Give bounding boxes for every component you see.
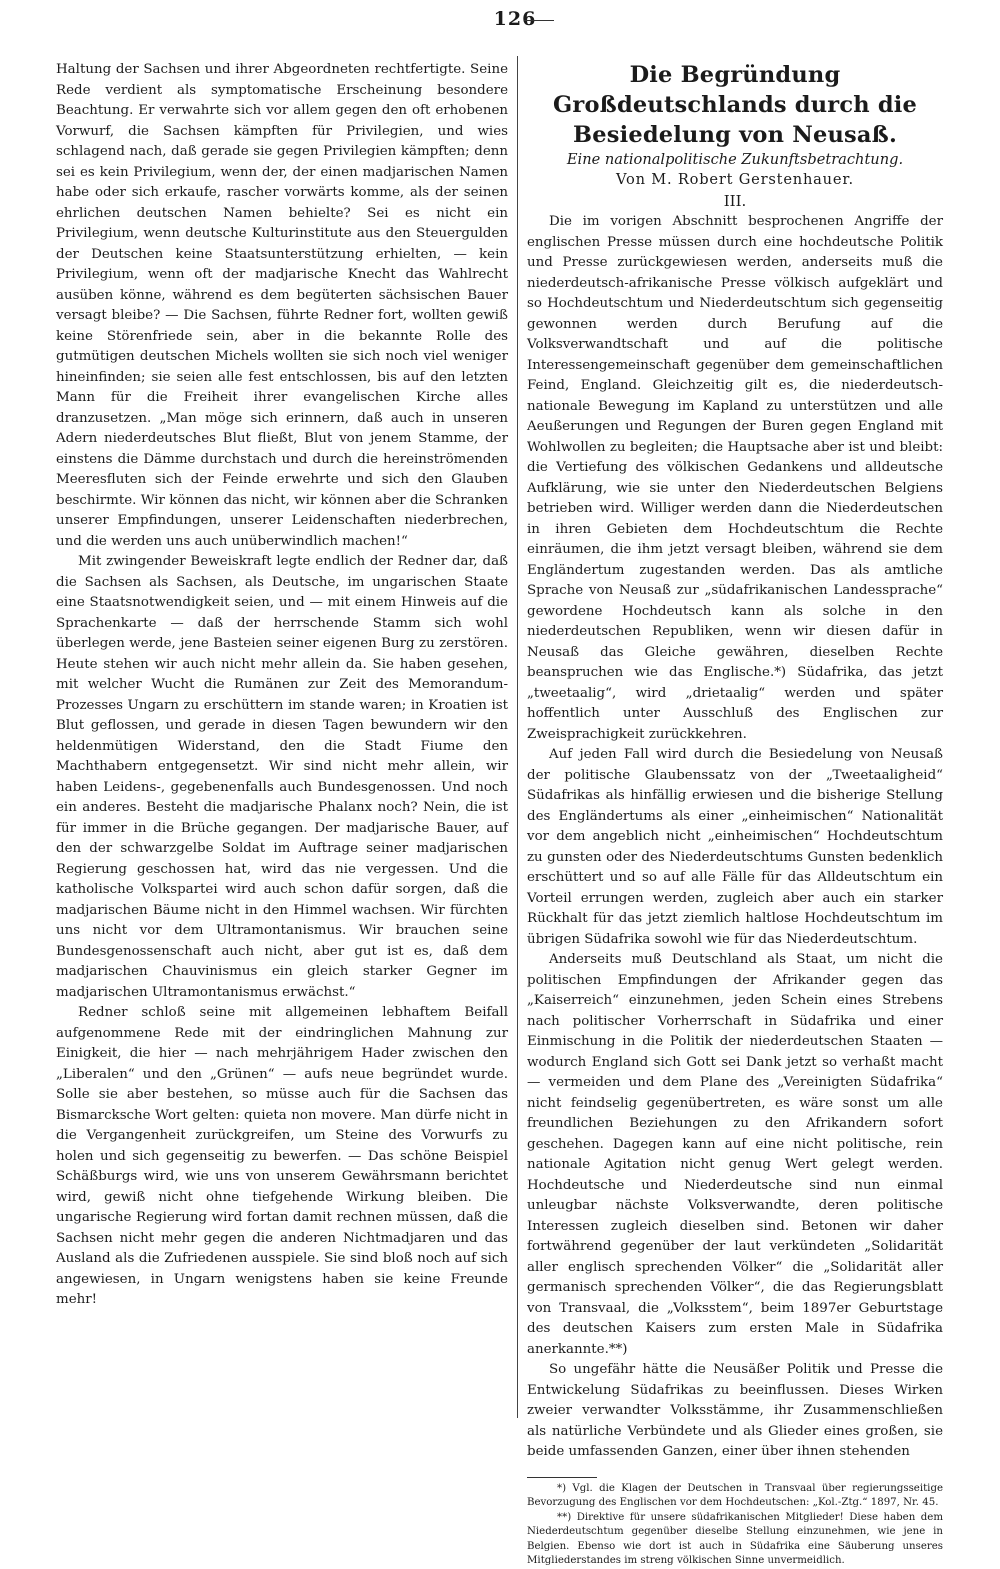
page-number: 126 (470, 8, 560, 30)
right-paragraph: Auf jeden Fall wird durch die Besiedelung von Neusaß der politische Glaubenssatz von der „Tweetaaligheid“ Südafrikas als hinfällig erwiesen und die bisherige Stellung des Engländertums als einer „einheimischen“ Nationalität vor dem angeblich nicht „einheimischen“ Hochdeutschtum zu gunsten oder des Niederdeutschtums Gunsten bedenklich erschüttert und so auf alle Fälle für das Alldeutschtum ein Vorteil errungen werden, zugleich aber auch ein starker Rückhalt für das jetzt ziemlich haltlose Hochdeutschtum im übrigen Südafrika sowohl wie für das Niederdeutschtum. (527, 745, 943, 950)
right-paragraph: So ungefähr hätte die Neusäßer Politik und Presse die Entwickelung Südafrikas zu beeinflussen. Dieses Wirken zweier verwandter Volksstämme, ihr Zusammenschließen als natürliche Verbündete und als Glieder eines großen, sie beide umfassenden Ganzen, einer über ihnen stehenden (527, 1360, 943, 1463)
footnote: *) Vgl. die Klagen der Deutschen in Transvaal über regierungsseitige Bevorzugung des Englischen vor dem Hochdeutschen: „Kol.-Ztg.“ 1897, Nr. 45. (527, 1482, 943, 1511)
article-byline: Von M. Robert Gerstenhauer. (527, 170, 943, 190)
section-numeral: III. (527, 190, 943, 212)
footnote: **) Direktive für unsere südafrikanischen Mitglieder! Diese haben dem Niederdeutschtum gegenüber dieselbe Stellung einzunehmen, wie jene in Belgien. Ebenso wie dort ist auch in Südafrika eine Säuberung unseres Mitgliederstandes im streng völkischen Sinne unvermeidlich. (527, 1511, 943, 1569)
right-column (527, 60, 943, 1430)
column-divider (517, 56, 518, 1418)
right-paragraph: Die im vorigen Abschnitt besprochenen Angriffe der englischen Presse müssen durch eine hochdeutsche Politik und Presse zurückgewiesen werden, anderseits muß die niederdeutsch-afrikanische Presse völkisch aufgeklärt und so Hochdeutschtum und Niederdeutschtum sich gegenseitig gewonnen werden durch Berufung auf die Volksverwandtschaft und auf die politische Interessengemeinschaft gegenüber dem gemeinschaftlichen Feind, England. Gleichzeitig gilt es, die niederdeutsch-nationale Bewegung im Kapland zu unterstützen und alle Aeußerungen und Regungen der Buren gegen England mit Wohlwollen zu begleiten; die Hauptsache aber ist und bleibt: die Vertiefung des völkischen Gedankens und alldeutsche Aufklärung, wie sie unter den Niederdeutschen Belgiens betrieben wird. Williger werden dann die Niederdeutschen in ihren Gebieten dem Hochdeutschtum die Rechte einräumen, die ihm jetzt versagt bleiben, während sie dem Engländertum zugestanden werden. Das als amtliche Sprache von Neusaß zur „südafrikanischen Landessprache“ gewordene Hochdeutsch kann als solche in den niederdeutschen Republiken, wenn wir diesen dafür in Neusaß das Gleiche gewähren, dieselben Rechte beanspruchen wie das Englische.*) Südafrika, das jetzt „tweetaalig“, wird „drietaalig“ werden und später hoffentlich unter Ausschluß des Englischen zur Zweisprachigkeit zurückkehren. (527, 212, 943, 745)
left-paragraph: Redner schloß seine mit allgemeinen lebhaftem Beifall aufgenommene Rede mit der eindringlichen Mahnung zur Einigkeit, die hier — nach mehrjährigem Hader zwischen den „Liberalen“ und den „Grünen“ — aufs neue begründet wurde. Solle sie aber bestehen, so müsse auch für die Sachsen das Bismarcksche Wort gelten: quieta non movere. Man dürfe nicht in die Vergangenheit zurückgreifen, um Steine des Vorwurfs zu holen und sich gegenseitig zu bewerfen. — Das schöne Beispiel Schäßburgs wird, wie uns von unserem Gewährsmann berichtet wird, gewiß nicht ohne tiefgehende Wirkung bleiben. Die ungarische Regierung wird fortan damit rechnen müssen, daß die Sachsen nicht mehr gegen die anderen Nichtmadjaren und das Ausland als die Zufriedenen ausspiele. Sie sind bloß noch auf sich angewiesen, in Ungarn wenigstens haben sie keine Freunde mehr! (56, 1003, 508, 1311)
footnote-rule (527, 1477, 597, 1478)
article-headline: Die Begründung Großdeutschlands durch die Besiedelung von Neusaß. (527, 60, 943, 150)
article-subtitle: Eine nationalpolitische Zukunftsbetrachtung. (527, 150, 943, 170)
left-paragraph: Mit zwingender Beweiskraft legte endlich der Redner dar, daß die Sachsen als Sachsen, als Deutsche, im ungarischen Staate eine Staatsnotwendigkeit seien, und — mit einem Hinweis auf die Sprachenkarte — daß der herrschende Stamm sich wohl überlegen werde, jene Basteien seiner eigenen Burg zu zerstören. Heute stehen wir auch nicht mehr allein da. Sie haben gesehen, mit welcher Wucht die Rumänen zur Zeit des Memorandum-Prozesses Ungarn zu erschüttern im stande waren; in Kroatien ist Blut geflossen, und gerade in diesen Tagen bewundern wir den heldenmütigen Widerstand, den die Stadt Fiume den Machthabern entgegensetzt. Wir sind nicht mehr allein, wir haben Leidens-, gegebenenfalls auch Bundesgenossen. Und noch ein anderes. Besteht die madjarische Phalanx noch? Nein, die ist für immer in die Brüche gegangen. Der madjarische Bauer, auf den der schwarzgelbe Soldat im Auftrage seiner madjarischen Regierung geschossen hat, wird das nie vergessen. Und die katholische Volkspartei wird auch schon dafür sorgen, daß die madjarischen Bäume nicht in den Himmel wachsen. Wir fürchten uns nicht vor dem Ultramontanismus. Wir brauchen seine Bundesgenossenschaft auch nicht, aber gut ist es, daß dem madjarischen Chauvinismus ein gleich starker Gegner im madjarischen Ultramontanismus erwächst.“ (56, 552, 508, 1003)
right-paragraph: Anderseits muß Deutschland als Staat, um nicht die politischen Empfindungen der Afrikander gegen das „Kaiserreich“ einzunehmen, jeden Schein eines Strebens nach politischer Vorherrschaft in Südafrika und einer Einmischung in die Politik der niederdeutschen Staaten — wodurch England sich Gott sei Dank jetzt so verhaßt macht — vermeiden und dem Plane des „Vereinigten Südafrika“ nicht feindselig gegenübertreten, es wäre sonst um alle freundlichen Beziehungen zu den Afrikandern sofort geschehen. Dagegen kann auf eine nicht politische, rein nationale Agitation nicht genug Wert gelegt werden. Hochdeutsche und Niederdeutsche sind nun einmal unleugbar nächste Volksverwandte, deren politische Interessen zugleich dieselben sind. Betonen wir daher fortwährend gegenüber der laut verkündeten „Solidarität aller englisch sprechenden Völker“ die „Solidarität aller germanisch sprechenden Völker“, die das Regierungsblatt von Transvaal, die „Volksstem“, beim 1897er Geburtstage des deutschen Kaisers zum ersten Male in Südafrika anerkannte.**) (527, 950, 943, 1360)
left-column (56, 60, 508, 1430)
left-paragraph: Haltung der Sachsen und ihrer Abgeordneten rechtfertigte. Seine Rede verdient als symptomatische Erscheinung besondere Beachtung. Er verwahrte sich vor allem gegen den oft erhobenen Vorwurf, die Sachsen kämpften für Privilegien, und wies schlagend nach, daß gerade sie gegen Privilegien kämpften; denn sei es kein Privilegium, wenn der, der einen madjarischen Namen habe oder sich erkaufe, rascher vorwärts komme, als der seinen ehrlichen deutschen Namen behielte? Sei es nicht ein Privilegium, wenn deutsche Kulturinstitute aus den Steuergulden der Deutschen keine Staatsunterstützung erhielten, — kein Privilegium, wenn oft der madjarische Knecht das Wahlrecht ausüben könne, während es dem begüterten sächsischen Bauer versagt bleibe? — Die Sachsen, führte Redner fort, wollten gewiß keine Störenfriede sein, aber in die bekannte Rolle des gutmütigen deutschen Michels wollten sie sich noch viel weniger hineinfinden; sie seien alle fest entschlossen, bis auf den letzten Mann für die Freiheit ihrer evangelischen Kirche alles dranzusetzen. „Man möge sich erinnern, daß auch in unseren Adern niederdeutsches Blut fließt, Blut von jenem Stamme, der einstens die Dämme durchstach und durch die hereinströmenden Meeresfluten sich der Feinde erwehrte und sich den Glauben beschirmte. Wir können das nicht, wir können aber die Schranken unserer Empfindungen, unserer Leidenschaften niederbrechen, und die werden uns auch unüberwindlich machen!“ (56, 60, 508, 552)
footnotes (527, 1482, 943, 1569)
